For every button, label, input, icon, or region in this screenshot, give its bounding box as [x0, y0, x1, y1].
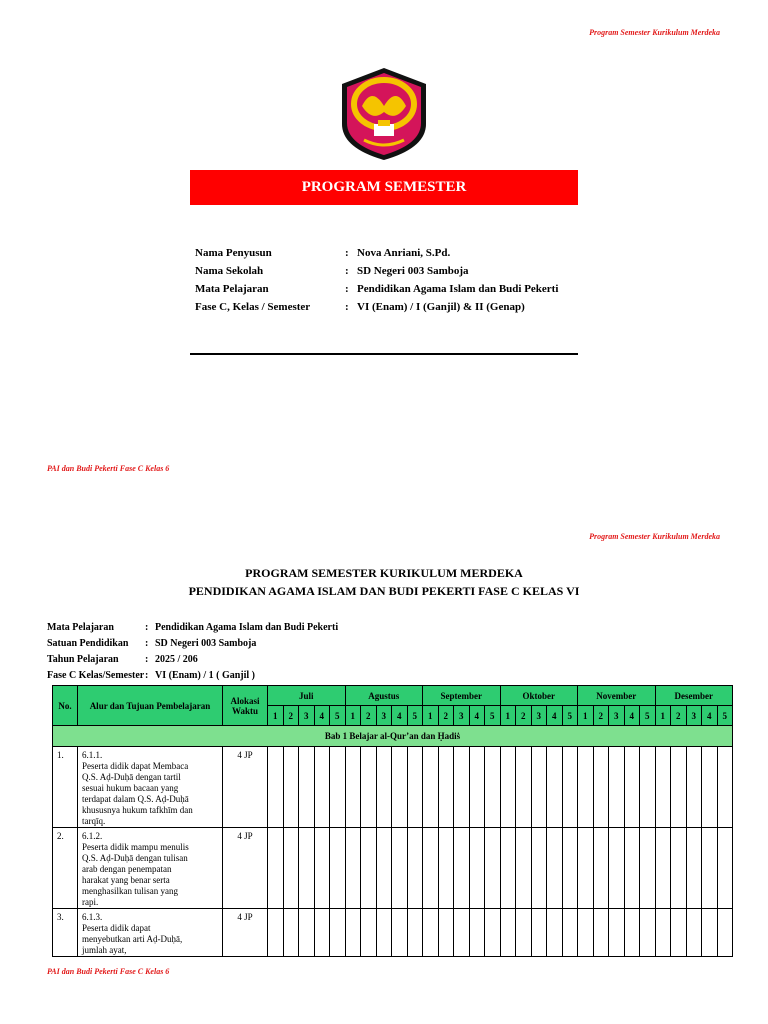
month-header: Juli — [268, 686, 346, 706]
week-number: 5 — [562, 706, 578, 726]
week-cell — [438, 747, 454, 828]
table-row — [53, 747, 733, 828]
row-number: 2. — [53, 828, 78, 909]
objective-text: Peserta didik dapat menyebutkan arti Aḍ-Duḥā, jumlah ayat, — [82, 923, 183, 955]
week-cell — [531, 747, 547, 828]
week-cell — [314, 828, 330, 909]
info-label: Satuan Pendidikan — [47, 637, 129, 649]
info-row — [195, 244, 558, 262]
week-cell — [314, 747, 330, 828]
week-number: 1 — [578, 706, 594, 726]
week-cell — [314, 909, 330, 957]
week-number: 4 — [314, 706, 330, 726]
info-value: VI (Enam) / I (Ganjil) & II (Genap) — [357, 301, 525, 313]
week-number: 3 — [609, 706, 625, 726]
week-number: 5 — [717, 706, 733, 726]
week-cell — [438, 909, 454, 957]
week-cell — [547, 909, 563, 957]
document-title: PROGRAM SEMESTER KURIKULUM MERDEKA — [245, 566, 523, 580]
table-row — [53, 909, 733, 957]
week-number: 2 — [671, 706, 687, 726]
week-cell — [717, 909, 733, 957]
time-allocation: 4 JP — [223, 747, 268, 828]
objective-code: 6.1.3. — [82, 912, 103, 922]
week-cell — [640, 909, 656, 957]
row-number: 1. — [53, 747, 78, 828]
week-number: 2 — [283, 706, 299, 726]
week-cell — [268, 747, 284, 828]
week-number: 3 — [299, 706, 315, 726]
info-row — [195, 280, 558, 298]
week-cell — [345, 909, 361, 957]
month-header: September — [423, 686, 501, 706]
info-label: Mata Pelajaran — [47, 621, 114, 633]
info-label: Nama Sekolah — [195, 265, 264, 277]
week-number: 5 — [640, 706, 656, 726]
week-cell — [609, 828, 625, 909]
info-row — [47, 651, 338, 667]
week-cell — [624, 747, 640, 828]
week-cell — [392, 909, 408, 957]
week-cell — [423, 909, 439, 957]
week-number: 3 — [454, 706, 470, 726]
week-cell — [516, 828, 532, 909]
week-cell — [485, 747, 501, 828]
week-number: 4 — [624, 706, 640, 726]
week-cell — [686, 909, 702, 957]
week-number: 4 — [469, 706, 485, 726]
week-cell — [485, 828, 501, 909]
week-number: 2 — [516, 706, 532, 726]
week-cell — [500, 909, 516, 957]
week-cell — [624, 909, 640, 957]
week-cell — [717, 828, 733, 909]
week-number: 1 — [655, 706, 671, 726]
page-footer: PAI dan Budi Pekerti Fase C Kelas 6 — [47, 464, 170, 473]
week-cell — [562, 828, 578, 909]
week-cell — [423, 828, 439, 909]
info-value: Pendidikan Agama Islam dan Budi Pekerti — [155, 621, 339, 633]
week-number: 2 — [593, 706, 609, 726]
week-cell — [283, 747, 299, 828]
week-cell — [593, 909, 609, 957]
info-colon: : — [345, 247, 349, 259]
week-cell — [702, 909, 718, 957]
time-allocation: 4 JP — [223, 909, 268, 957]
author-info — [195, 244, 558, 316]
week-cell — [655, 828, 671, 909]
week-cell — [593, 747, 609, 828]
info-row — [47, 619, 338, 635]
banner-title: PROGRAM SEMESTER — [190, 170, 578, 205]
col-header-alur: Alur dan Tujuan Pembelajaran — [78, 686, 223, 726]
info-label: Tahun Pelajaran — [47, 653, 119, 665]
week-cell — [671, 909, 687, 957]
info-value: 2025 / 206 — [155, 653, 198, 665]
week-cell — [299, 828, 315, 909]
divider-line — [190, 353, 578, 355]
learning-objective — [78, 909, 223, 957]
week-cell — [361, 909, 377, 957]
table-row — [53, 828, 733, 909]
month-header: Desember — [655, 686, 733, 706]
week-cell — [717, 747, 733, 828]
info-colon: : — [345, 265, 349, 277]
week-cell — [593, 828, 609, 909]
week-cell — [578, 828, 594, 909]
week-number: 2 — [361, 706, 377, 726]
week-number: 5 — [485, 706, 501, 726]
info-colon: : — [145, 621, 149, 633]
week-cell — [640, 747, 656, 828]
week-cell — [469, 828, 485, 909]
week-cell — [407, 828, 423, 909]
objective-text: Peserta didik dapat Membaca Q.S. Aḍ-Duḥā dengan tartil sesuai hukum bacaan yang terdapat dalam Q.S. Aḍ-Duḥā khususnya hukum tafkhīm dan tarqīq. — [82, 761, 193, 826]
week-cell — [516, 909, 532, 957]
week-cell — [283, 828, 299, 909]
week-cell — [516, 747, 532, 828]
week-cell — [454, 909, 470, 957]
info-colon: : — [145, 637, 149, 649]
week-cell — [454, 747, 470, 828]
info-row — [47, 667, 338, 683]
week-cell — [392, 747, 408, 828]
week-cell — [686, 828, 702, 909]
month-header: Agustus — [345, 686, 423, 706]
info-value: VI (Enam) / 1 ( Ganjil ) — [155, 669, 255, 681]
objective-code: 6.1.2. — [82, 831, 103, 841]
week-number: 5 — [407, 706, 423, 726]
week-number: 3 — [531, 706, 547, 726]
row-number: 3. — [53, 909, 78, 957]
objective-code: 6.1.1. — [82, 750, 103, 760]
col-header-alokasi: Alokasi Waktu — [223, 686, 268, 726]
week-cell — [485, 909, 501, 957]
week-cell — [609, 747, 625, 828]
semester-schedule-table — [52, 685, 733, 957]
week-cell — [330, 828, 346, 909]
week-number: 1 — [500, 706, 516, 726]
week-number: 3 — [376, 706, 392, 726]
learning-objective — [78, 828, 223, 909]
month-header: November — [578, 686, 656, 706]
info-colon: : — [345, 283, 349, 295]
week-number: 1 — [423, 706, 439, 726]
info-value: SD Negeri 003 Samboja — [155, 637, 257, 649]
time-allocation: 4 JP — [223, 828, 268, 909]
week-cell — [299, 747, 315, 828]
week-cell — [531, 828, 547, 909]
info-label: Nama Penyusun — [195, 247, 272, 259]
info-value: Pendidikan Agama Islam dan Budi Pekerti — [357, 283, 559, 295]
week-cell — [531, 909, 547, 957]
week-cell — [330, 909, 346, 957]
week-number: 3 — [686, 706, 702, 726]
info-row — [195, 298, 558, 316]
week-cell — [547, 828, 563, 909]
week-number: 1 — [345, 706, 361, 726]
week-cell — [330, 747, 346, 828]
week-cell — [702, 828, 718, 909]
info-label: Mata Pelajaran — [195, 283, 269, 295]
week-cell — [423, 747, 439, 828]
info-label: Fase C, Kelas / Semester — [195, 301, 311, 313]
week-cell — [361, 747, 377, 828]
week-cell — [345, 828, 361, 909]
week-cell — [469, 909, 485, 957]
week-cell — [578, 747, 594, 828]
week-cell — [624, 828, 640, 909]
week-cell — [268, 909, 284, 957]
page-header: Program Semester Kurikulum Merdeka — [589, 532, 720, 541]
week-cell — [655, 909, 671, 957]
page-header: Program Semester Kurikulum Merdeka — [589, 28, 720, 37]
week-cell — [283, 909, 299, 957]
info-colon: : — [145, 653, 149, 665]
week-cell — [392, 828, 408, 909]
info-value: SD Negeri 003 Samboja — [357, 265, 469, 277]
learning-objective — [78, 747, 223, 828]
week-cell — [268, 828, 284, 909]
week-cell — [671, 828, 687, 909]
page-footer: PAI dan Budi Pekerti Fase C Kelas 6 — [47, 967, 170, 976]
week-cell — [376, 747, 392, 828]
week-cell — [345, 747, 361, 828]
tut-wuri-handayani-logo — [334, 66, 434, 162]
info-value: Nova Anriani, S.Pd. — [357, 247, 451, 259]
week-cell — [361, 828, 377, 909]
week-cell — [469, 747, 485, 828]
week-cell — [655, 747, 671, 828]
week-cell — [500, 828, 516, 909]
week-cell — [578, 909, 594, 957]
week-cell — [407, 909, 423, 957]
week-cell — [609, 909, 625, 957]
week-cell — [376, 909, 392, 957]
info-row — [47, 635, 338, 651]
objective-text: Peserta didik mampu menulis Q.S. Aḍ-Duḥā dengan tulisan arab dengan penempatan harakat yang benar serta menghasilkan tulisan yang rapi. — [82, 842, 189, 907]
week-cell — [376, 828, 392, 909]
week-cell — [671, 747, 687, 828]
info-colon: : — [345, 301, 349, 313]
week-cell — [299, 909, 315, 957]
info-label: Fase C Kelas/Semester — [47, 669, 145, 681]
week-number: 5 — [330, 706, 346, 726]
week-cell — [438, 828, 454, 909]
info-colon: : — [145, 669, 149, 681]
week-cell — [500, 747, 516, 828]
info-row — [195, 262, 558, 280]
week-cell — [547, 747, 563, 828]
week-cell — [640, 828, 656, 909]
document-subtitle: PENDIDIKAN AGAMA ISLAM DAN BUDI PEKERTI FASE C KELAS VI — [188, 584, 580, 598]
week-number: 4 — [702, 706, 718, 726]
week-cell — [562, 747, 578, 828]
week-number: 4 — [547, 706, 563, 726]
week-number: 2 — [438, 706, 454, 726]
week-cell — [702, 747, 718, 828]
col-header-no: No. — [53, 686, 78, 726]
week-cell — [407, 747, 423, 828]
week-cell — [686, 747, 702, 828]
week-number: 4 — [392, 706, 408, 726]
month-header: Oktober — [500, 686, 578, 706]
course-info — [47, 619, 338, 683]
section-header: Bab 1 Belajar al-Qur’an dan Ḥadiṡ — [53, 726, 733, 747]
week-number: 1 — [268, 706, 284, 726]
week-cell — [562, 909, 578, 957]
week-cell — [454, 828, 470, 909]
